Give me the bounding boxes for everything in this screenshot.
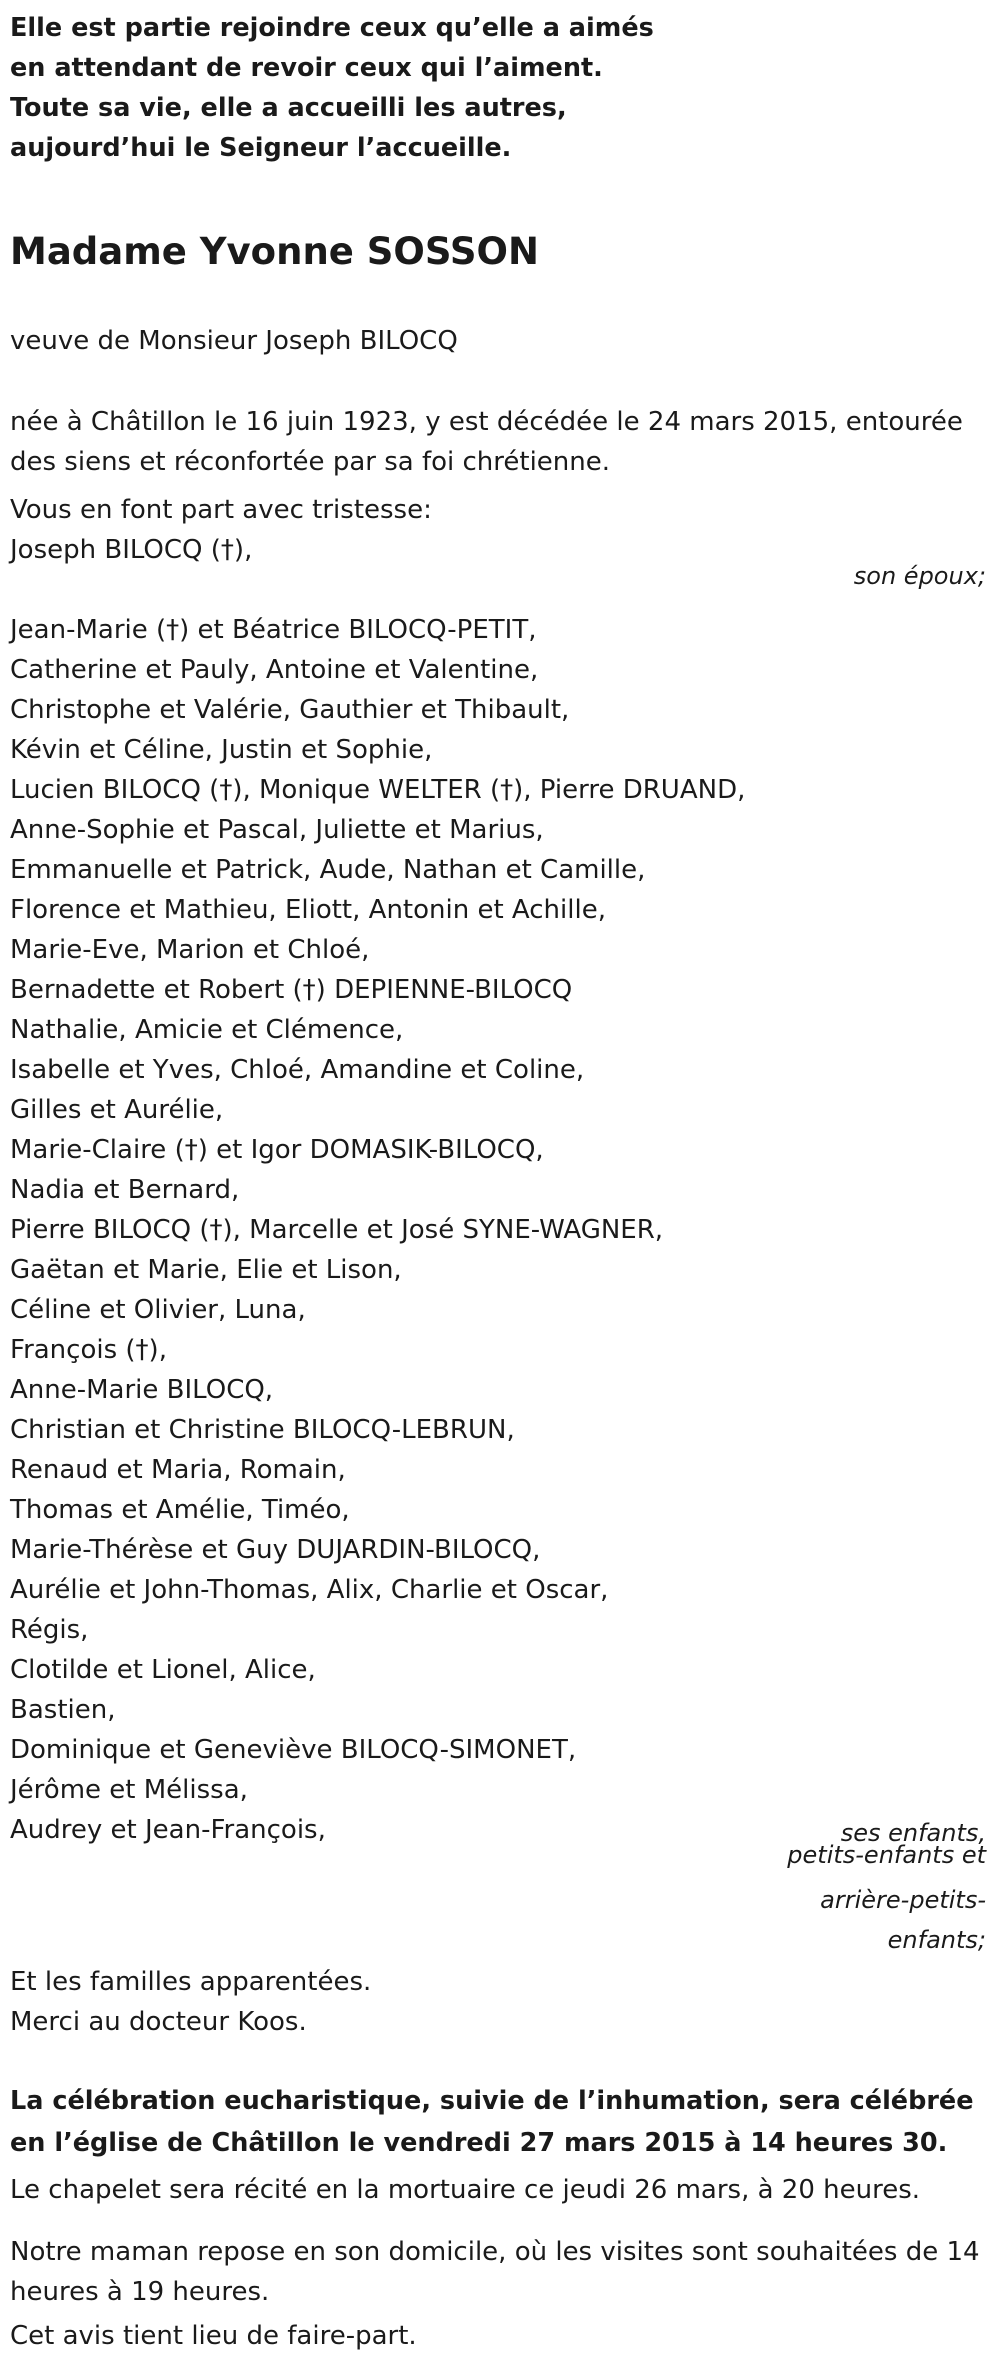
list-item: Régis, [10, 1615, 89, 1645]
list-item: Pierre BILOCQ (†), Marcelle et José SYNE-WAGNER, [10, 1215, 664, 1245]
spacer [10, 570, 745, 610]
relation-line: arrière-petits- [820, 1886, 986, 1914]
spouse-relation: son époux; [853, 562, 986, 590]
list-item: Audrey et Jean-François, [10, 1815, 326, 1845]
children-relation-cont [820, 1880, 986, 1960]
widow-of: veuve de Monsieur Joseph BILOCQ [10, 326, 458, 356]
poem-line: aujourd’hui le Seigneur l’accueille. [10, 133, 512, 163]
children-relation [787, 1819, 986, 1869]
list-item: Lucien BILOCQ (†), Monique WELTER (†), Pierre DRUAND, [10, 775, 746, 805]
poem-line: en attendant de revoir ceux qui l’aiment. [10, 53, 603, 83]
list-item: Nadia et Bernard, [10, 1175, 240, 1205]
list-item: Christophe et Valérie, Gauthier et Thibault, [10, 695, 570, 725]
list-item: Florence et Mathieu, Eliott, Antonin et Achille, [10, 895, 606, 925]
list-item: Thomas et Amélie, Timéo, [10, 1495, 350, 1525]
poem-line: Toute sa vie, elle a accueilli les autres, [10, 93, 567, 123]
deceased-name: Madame Yvonne SOSSON [10, 230, 539, 273]
relation-line: enfants; [887, 1926, 986, 1954]
list-item: Christian et Christine BILOCQ-LEBRUN, [10, 1415, 515, 1445]
list-item: Jérôme et Mélissa, [10, 1775, 248, 1805]
notice-text: Cet avis tient lieu de faire-part. [10, 2321, 417, 2351]
list-item: Aurélie et John-Thomas, Alix, Charlie et Oscar, [10, 1575, 609, 1605]
list-item: Jean-Marie (†) et Béatrice BILOCQ-PETIT, [10, 615, 537, 645]
list-item: Anne-Marie BILOCQ, [10, 1375, 274, 1405]
list-item: Dominique et Geneviève BILOCQ-SIMONET, [10, 1735, 577, 1765]
list-item: Renaud et Maria, Romain, [10, 1455, 346, 1485]
list-item: Isabelle et Yves, Chloé, Amandine et Coline, [10, 1055, 585, 1085]
family-list [10, 490, 745, 1850]
list-item: Anne-Sophie et Pascal, Juliette et Marius, [10, 815, 544, 845]
list-item: Nathalie, Amicie et Clémence, [10, 1015, 404, 1045]
thanks-text: Merci au docteur Koos. [10, 2007, 307, 2037]
list-item: Gaëtan et Marie, Elie et Lison, [10, 1255, 402, 1285]
closing-lines [10, 1962, 371, 2042]
relation-line: ses enfants, [840, 1819, 986, 1847]
intro-text: Vous en font part avec tristesse: [10, 495, 432, 525]
list-item: François (†), [10, 1335, 167, 1365]
list-item: Kévin et Céline, Justin et Sophie, [10, 735, 433, 765]
poem-line: Elle est partie rejoindre ceux qu’elle a aimés [10, 13, 654, 43]
list-item: Marie-Claire (†) et Igor DOMASIK-BILOCQ, [10, 1135, 544, 1165]
list-item: Emmanuelle et Patrick, Aude, Nathan et Camille, [10, 855, 646, 885]
list-item: Céline et Olivier, Luna, [10, 1295, 306, 1325]
list-item: Bernadette et Robert (†) DEPIENNE-BILOCQ [10, 975, 573, 1005]
poem [10, 8, 654, 168]
list-item: Bastien, [10, 1695, 116, 1725]
spouse-entry: Joseph BILOCQ (†), [10, 535, 253, 565]
list-item: Gilles et Aurélie, [10, 1095, 224, 1125]
list-item: Clotilde et Lionel, Alice, [10, 1655, 316, 1685]
list-item: Catherine et Pauly, Antoine et Valentine, [10, 655, 539, 685]
celebration-text: La célébration eucharistique, suivie de l’inhumation, sera célébrée en l’église de Châtillon le vendredi 27 mars 2015 à 14 heures 30. [10, 2086, 974, 2158]
visits-text: Notre maman repose en son domicile, où les visites sont souhaitées de 14 heures à 19 heures. [10, 2237, 980, 2307]
birth-death-text: née à Châtillon le 16 juin 1923, y est décédée le 24 mars 2015, entourée des siens et réconfortée par sa foi chrétienne. [10, 407, 963, 477]
relation-line: petits-enfants et [787, 1841, 986, 1869]
list-item: Marie-Thérèse et Guy DUJARDIN-BILOCQ, [10, 1535, 541, 1565]
list-item: Marie-Eve, Marion et Chloé, [10, 935, 370, 965]
rosary-text: Le chapelet sera récité en la mortuaire ce jeudi 26 mars, à 20 heures. [10, 2175, 921, 2205]
families-text: Et les familles apparentées. [10, 1967, 372, 1997]
